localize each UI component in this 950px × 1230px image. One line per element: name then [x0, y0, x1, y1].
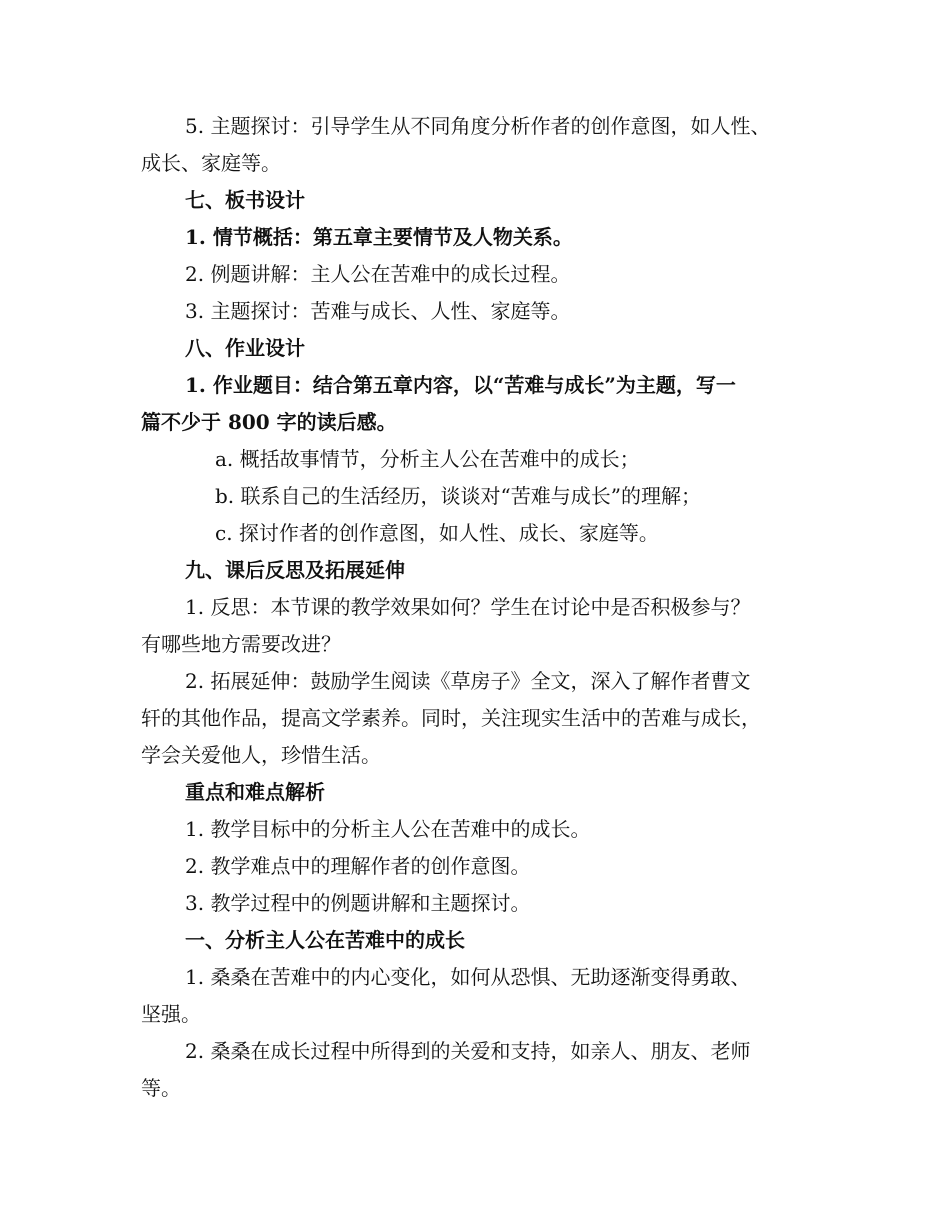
list-item: a. 概括故事情节，分析主人公在苦难中的成长； — [215, 447, 640, 471]
text-line: 1. 作业题目：结合第五章内容，以“苦难与成长”为主题，写一 — [185, 373, 736, 397]
section-heading: 重点和难点解析 — [185, 780, 325, 804]
text-line: 1. 教学目标中的分析主人公在苦难中的成长。 — [185, 817, 591, 841]
text-line: 坚强。 — [141, 1002, 201, 1026]
text-line: 学会关爱他人，珍惜生活。 — [141, 743, 381, 767]
text-line: 有哪些地方需要改进？ — [141, 632, 341, 656]
section-heading: 一、分析主人公在苦难中的成长 — [185, 928, 465, 952]
text-line: 1. 桑桑在苦难中的内心变化，如何从恐惧、无助逐渐变得勇敢、 — [185, 965, 751, 989]
list-item: b. 联系自己的生活经历，谈谈对“苦难与成长”的理解； — [215, 484, 701, 508]
section-heading: 九、课后反思及拓展延伸 — [185, 558, 405, 582]
list-item: c. 探讨作者的创作意图，如人性、成长、家庭等。 — [215, 521, 659, 545]
text-line: 3. 主题探讨：苦难与成长、人性、家庭等。 — [185, 299, 571, 323]
text-line: 2. 例题讲解：主人公在苦难中的成长过程。 — [185, 262, 571, 286]
text-line: 1. 情节概括：第五章主要情节及人物关系。 — [185, 225, 573, 249]
section-heading: 七、板书设计 — [185, 188, 305, 212]
text-line: 成长、家庭等。 — [141, 151, 281, 175]
text-line: 2. 拓展延伸：鼓励学生阅读《草房子》全文，深入了解作者曹文 — [185, 669, 751, 693]
text-line: 轩的其他作品，提高文学素养。同时，关注现实生活中的苦难与成长， — [141, 706, 761, 730]
section-heading: 八、作业设计 — [185, 336, 305, 360]
text-line: 篇不少于 800 字的读后感。 — [141, 410, 397, 434]
text-line: 2. 桑桑在成长过程中所得到的关爱和支持，如亲人、朋友、老师 — [185, 1039, 751, 1063]
text-line: 2. 教学难点中的理解作者的创作意图。 — [185, 854, 531, 878]
text-line: 5. 主题探讨：引导学生从不同角度分析作者的创作意图，如人性、 — [185, 114, 771, 138]
text-line: 3. 教学过程中的例题讲解和主题探讨。 — [185, 891, 531, 915]
text-line: 1. 反思：本节课的教学效果如何？学生在讨论中是否积极参与？ — [185, 595, 751, 619]
document-page — [141, 108, 811, 1107]
text-line: 等。 — [141, 1076, 181, 1100]
